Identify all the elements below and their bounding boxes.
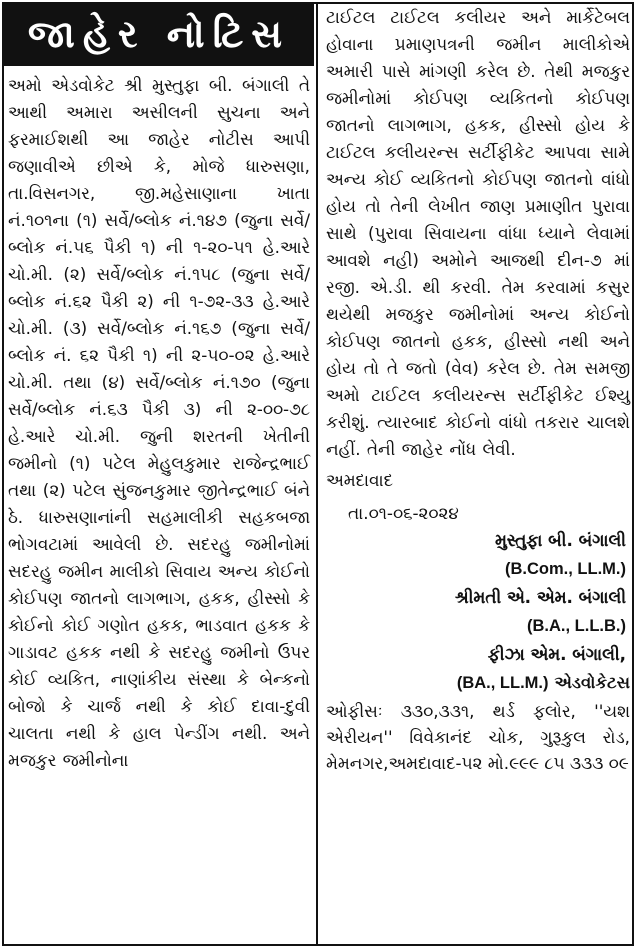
signatory-degree-2: (B.A., L.L.B.) — [527, 617, 626, 635]
signatory-degree-1: (B.Com., LL.M.) — [505, 560, 626, 578]
signatory-name-2: શ્રીમતી એ. એમ. બંગાલી — [454, 587, 626, 607]
signatory-degree-3: (BA., LL.M.) — [456, 674, 549, 692]
signatory-line-3 — [322, 668, 634, 698]
notice-body-right: ટાઈટલ ટાઈટલ કલીયર અને માર્કેટેબલ હોવાના પ્રમાણપત્રની જમીન માલીકોએ અમારી પાસે માંગણી કરેલ છે. તેથી મજકુર જમીનોમાં કોઈપણ વ્યકિતનો કોઈપણ જાતનો લાગભાગ, હકક, હીસ્સો હોય કે ટાઈટલ કલીયરન્સ સર્ટીફીકેટ આપવા સામે અન્ય કોઈ વ્યકિતનો કોઈપણ જાતનો વાંધો હોય તો તેની લેખીત જાણ પ્રમાણીત પુરાવા સાથે (પુરાવા સિવાયના વાંધા ધ્યાને લેવામાં આવશે નહી) અમોને આજથી દીન-૭ માં રજી. એ.ડી. થી કરવી. તેમ કરવામાં કસુર થયેથી મજકુર જમીનોમાં અન્ય કોઈનો કોઈપણ જાતનો હકક, હીસ્સો નથી અને હોય તો તે જતો (વેવ) કરેલ છે. તેમ સમજી અમો ટાઈટલ કલીયરન્સ સર્ટીફીકેટ ઈશ્યુ કરીશું. ત્યારબાદ કોઈનો વાંધો તકરાર ચાલશે નહીં. તેની જાહેર નોંધ લેવી. — [326, 7, 630, 459]
notice-title: જાહેર નોટિસ — [4, 2, 314, 66]
signatory-name-3: ફીઝા એમ. બંગાલી, — [487, 644, 626, 664]
office-address: ઓફીસઃ ૩૩૦,૩૩૧, થર્ડ ફલોર, ''યશ એરીયન'' વિવેકાનંદ ચોક, ગુરૂકુલ રોડ, મેમનગર,અમદાવાદ-૫૨ મો.૯૯૯ ૮૫ ૩૩૩ ૦૯ — [326, 701, 630, 773]
signatory-name-1: મુસ્તુફા બી. બંગાલી — [494, 530, 626, 550]
column-divider — [316, 2, 318, 946]
signatory-role: એડવોકેટસ — [554, 673, 630, 692]
notice-date: તા.૦૧-૦૬-૨૦૨૪ — [348, 503, 459, 523]
notice-left-column — [4, 0, 314, 774]
notice-right-column — [322, 0, 634, 776]
notice-body-left: અમો એડવોકેટ શ્રી મુસ્તુફા બી. બંગાલી તે આથી અમારા અસીલની સુચના અને ફરમાઈશથી આ જાહેર નોટીસ આપી જણાવીએ છીએ કે, મોજે ધારુસણા, તા.વિસનગર, જી.મહેસાણાના ખાતા નં.૧૦૧ના (૧) સર્વે/બ્લોક નં.૧૪૭ (જુના સર્વે/બ્લોક નં.૫૬ પૈકી ૧) ની ૧-૨૦-૫૧ હે.આરે ચો.મી. (૨) સર્વે/બ્લોક નં.૧૫૮ (જુના સર્વે/બ્લોક નં.૬૨ પૈકી ૨) ની ૧-૭૨-૩૩ હે.આરે ચો.મી. (૩) સર્વે/બ્લોક નં.૧૬૭ (જુના સર્વે/બ્લોક નં. ૬૨ પૈકી ૧) ની ૨-૫૦-૦૨ હે.આરે ચો.મી. તથા (૪) સર્વે/બ્લોક નં.૧૭૦ (જુના સર્વે/બ્લોક નં.૬૩ પૈકી ૩) ની ૨-૦૦-૭૮ હે.આરે ચો.મી. જુની શરતની ખેતીની જમીનો (૧) પટેલ મેહુલકુમાર રાજેન્દ્રભાઈ તથા (૨) પટેલ સુંજનકુમાર જીતેન્દ્રભાઈ બંને ઠે. ધારુસણાનાંની સહમાલીકી સહકબજા ભોગવટામાં આવેલી છે. સદરહુ જમીનોમાં સદરહુ જમીન માલીકો સિવાય અન્ય કોઈનો કોઈપણ જાતનો લાગભાગ, હકક, હીસ્સો કે કોઈનો કોઈ ગણોત હકક, ભાડવાત હકક કે ગાડાવટ હકક નથી કે સદરહુ જમીનો ઉપર કોઈ વ્યકિત, નાણાંકીય સંસ્થા કે બેન્કનો બોજો કે ચાર્જ નથી કે કોઈ દાવા-દુવી ચાલતા નથી કે હાલ પેન્ડીંગ નથી. અને મજકુર જમીનોના — [8, 75, 310, 770]
notice-place: અમદાવાદ — [326, 470, 393, 490]
